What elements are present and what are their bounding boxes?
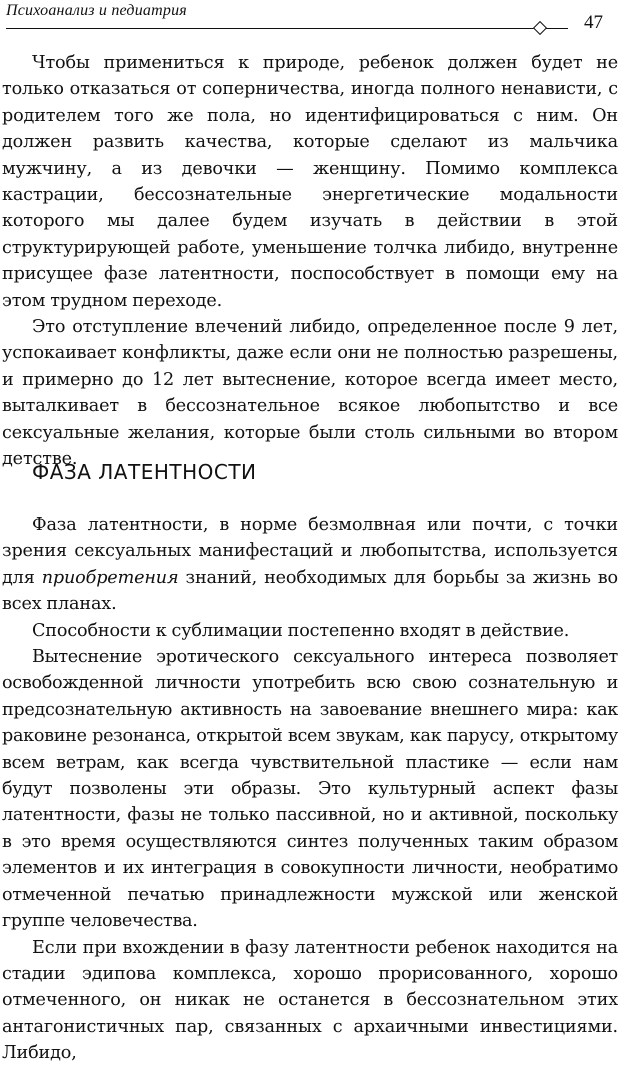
section-paragraph-2: Способности к сублимации постепенно входят в действие. <box>32 620 570 641</box>
section-paragraph-1 <box>2 512 618 618</box>
header-rule-right <box>546 28 568 29</box>
section-paragraph-1-end: знаний, необходимых для борьбы за жизнь во всех планах. <box>2 567 618 615</box>
section-text-block <box>2 512 618 1067</box>
header-rule <box>6 28 534 29</box>
running-title: Психоанализ и педиатрия <box>6 2 187 19</box>
top-text-block <box>2 50 618 473</box>
italic-term: приобретения <box>41 567 179 588</box>
section-heading: ФАЗА ЛАТЕНТНОСТИ <box>32 460 257 484</box>
paragraph-2: Это отступление влечений либидо, определенное после 9 лет, успокаивает конфликты, даже если они не полностью разрешены, и примерно до 12 лет вытеснение, которое всегда имеет место, выталкивает в бессознательное всякое любопытство и все сексуальные желания, которые были столь сильными во втором детстве. <box>2 317 618 470</box>
page-number: 47 <box>584 12 603 33</box>
diamond-ornament-icon <box>533 21 547 35</box>
paragraph-1: Чтобы примениться к природе, ребенок должен будет не только отказаться от соперничества, иногда полного ненависти, с родителем того же пола, но идентифицироваться с ним. Он должен развить качества, которые сделают из мальчика мужчину, а из девочки — женщину. Помимо комплекса кастрации, бессознательные энергетические модальности которого мы далее будем изучать в действии в этой структурирующей работе, уменьшение толчка либидо, внутренне присущее фазе латентности, поспособствует в помощи ему на этом трудном переходе. <box>2 53 618 311</box>
section-paragraph-4: Если при вхождении в фазу латентности ребенок находится на стадии эдипова комплекса, хорошо прорисованного, хорошо отмеченного, он никак не останется в бессознательном этих антагонистичных пар, связанных с архаичными инвестициями. Либидо, <box>2 937 618 1064</box>
page-header <box>6 0 616 40</box>
section-paragraph-1-start: Фаза латентности, в норме безмолвная или почти, с точки зрения сексуальных манифестаций и любопытства, используется для <box>2 515 618 588</box>
section-paragraph-3: Вытеснение эротического сексуального интереса позволяет освобожденной личности употребить всю свою сознательную и предсознательную активность на завоевание внешнего мира: как раковине резонанса, открытой всем звукам, как парусу, открытому всем ветрам, как всегда чувствительной пластике — если нам будут позволены эти образы. Это культурный аспект фазы латентности, фазы не только пассивной, но и активной, поскольку в это время осуществляются синтез полученных таким образом элементов и их интеграция в совокупности личности, необратимо отмеченной печатью принадлежности мужской или женской группе человечества. <box>2 647 618 932</box>
